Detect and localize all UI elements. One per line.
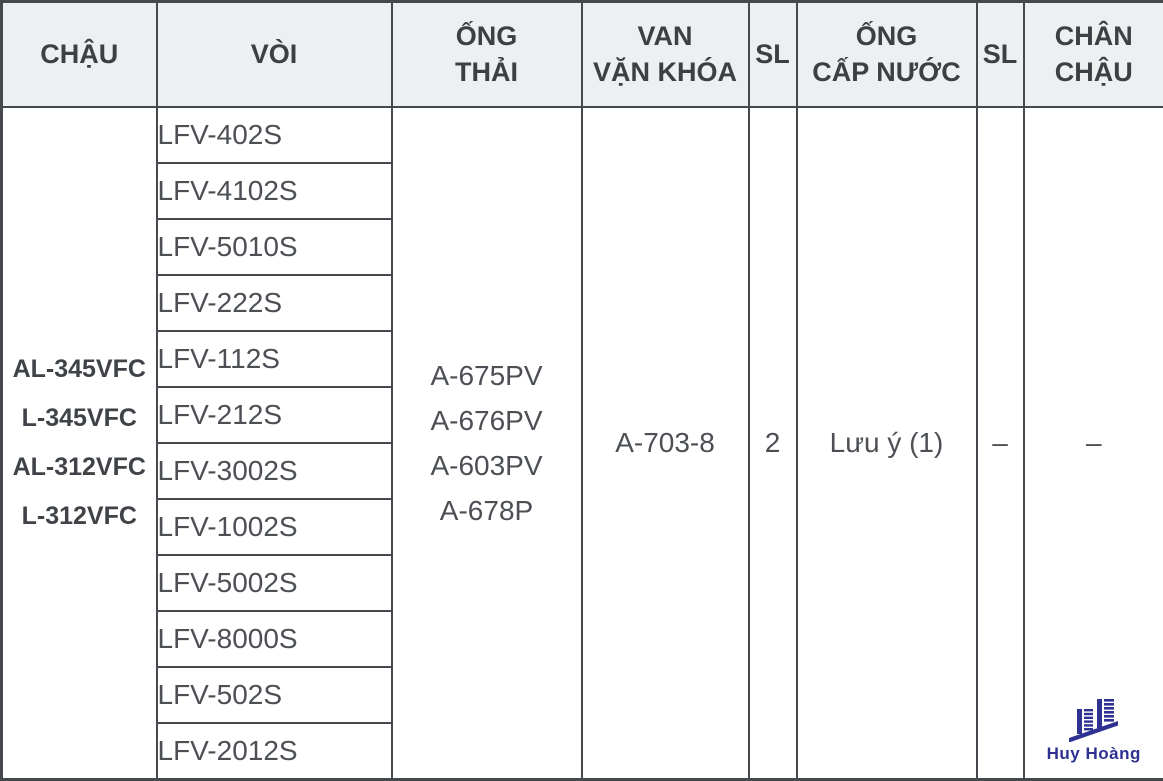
header-sl-2 xyxy=(977,2,1024,108)
ong-cap-nuoc-cell: Lưu ý (1) xyxy=(797,107,977,780)
voi-model-cell: LFV-212S xyxy=(157,387,392,443)
voi-model-cell: LFV-8000S xyxy=(157,611,392,667)
chan-chau-cell xyxy=(1024,107,1163,780)
ong-thai-model: A-676PV xyxy=(430,405,543,436)
sl-van-cell: 2 xyxy=(749,107,797,780)
voi-model-cell: LFV-4102S xyxy=(157,163,392,219)
logo-text: Huy Hoàng xyxy=(1046,744,1141,763)
header-label-line: ỐNG xyxy=(455,21,518,52)
chau-model: L-345VFC xyxy=(21,404,137,432)
header-chau xyxy=(2,2,157,108)
ong-thai-model: A-603PV xyxy=(430,450,543,481)
voi-model-cell: LFV-402S xyxy=(157,107,392,163)
header-label-line: ỐNG xyxy=(855,21,918,52)
header-label-line: CHẬU xyxy=(1054,56,1133,87)
chau-model: L-312VFC xyxy=(21,502,137,530)
voi-model-cell: LFV-1002S xyxy=(157,499,392,555)
header-label-line: VAN xyxy=(637,21,693,52)
voi-model-cell: LFV-112S xyxy=(157,331,392,387)
table-row xyxy=(2,107,1163,163)
header-label-line: CHÂN xyxy=(1054,21,1133,52)
header-label: SL xyxy=(755,38,790,69)
voi-model-cell: LFV-2012S xyxy=(157,723,392,780)
header-chan-chau xyxy=(1024,2,1163,108)
huy-hoang-logo xyxy=(1025,694,1163,764)
header-label: CHẬU xyxy=(40,38,119,69)
ong-thai-model: A-678P xyxy=(439,495,534,526)
chan-chau-value: – xyxy=(1085,427,1102,458)
buildings-icon xyxy=(1066,694,1122,742)
van-van-khoa-cell: A-703-8 xyxy=(582,107,749,780)
header-ong-thai xyxy=(392,2,582,108)
header-ong-cap-nuoc xyxy=(797,2,977,108)
voi-model-cell: LFV-3002S xyxy=(157,443,392,499)
header-label-line: CẤP NƯỚC xyxy=(812,56,961,87)
ong-thai-models-cell xyxy=(392,107,582,780)
voi-model-cell: LFV-5002S xyxy=(157,555,392,611)
voi-model-cell: LFV-5010S xyxy=(157,219,392,275)
sl-ong-cell: – xyxy=(977,107,1024,780)
header-label: SL xyxy=(982,38,1018,69)
chau-models-cell xyxy=(2,107,157,780)
chau-model: AL-345VFC xyxy=(12,355,146,383)
header-voi xyxy=(157,2,392,108)
table-header-row xyxy=(2,2,1163,108)
voi-model-cell: LFV-222S xyxy=(157,275,392,331)
header-sl-1 xyxy=(749,2,797,108)
header-label: VÒI xyxy=(250,38,298,69)
ong-thai-model: A-675PV xyxy=(430,360,543,391)
header-van-van-khoa xyxy=(582,2,749,108)
chau-model: AL-312VFC xyxy=(12,453,146,481)
voi-model-cell: LFV-502S xyxy=(157,667,392,723)
table-body xyxy=(2,107,1163,780)
header-label-line: THẢI xyxy=(455,56,518,87)
header-label-line: VẶN KHÓA xyxy=(592,56,737,87)
